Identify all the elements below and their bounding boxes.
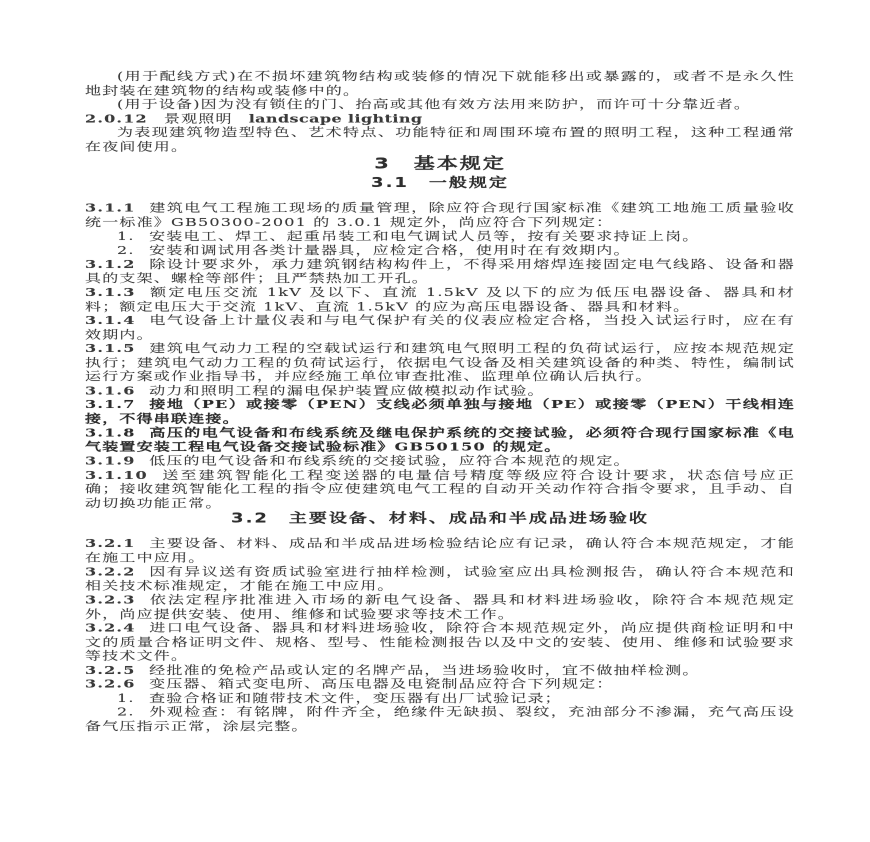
clause-text: 送至建筑智能化工程变送器的电量信号精度等级应符合设计要求，状态信号应正确；接收建筑智能化工程的指令应使建筑电气工程的自动开关动作符合指令要求，且手动、自动切换功能正常。 [85, 467, 795, 510]
item-number: 2. [117, 243, 135, 257]
clause-text: 主要设备、材料、成品和半成品进场检验结论应有记录，确认符合本规范规定，才能在施工中应用。 [85, 536, 795, 565]
clause-text: 建筑电气工程施工现场的质量管理，除应符合现行国家标准《建筑工地施工质量验收统一标准》GB50300-2001 的 3.0.1 规定外，尚应符合下列规定： [85, 200, 795, 229]
clause-number: 3.2.6 [85, 676, 136, 691]
clause-number: 3.1.5 [85, 341, 136, 355]
clause-number: 3.1.4 [85, 313, 136, 327]
item-number: 1. [117, 690, 135, 705]
clause-number: 3.1.1 [85, 200, 136, 215]
clause-3-1-6 [85, 383, 795, 397]
clause-3-1-1-item-2 [85, 243, 795, 257]
clause-3-2-6-item-2 [85, 705, 795, 733]
clause-text: 依法定程序批准进入市场的新电气设备、器具和材料进场验收，除符合本规范规定外，尚应提供安装、使用、维修和试验要求等技术工作。 [85, 592, 795, 621]
heading-section-3-1: 3.1 一般规定 [371, 175, 509, 191]
clause-3-1-8-mandatory [85, 426, 795, 454]
term-2-0-12-landscape-lighting [85, 111, 795, 125]
clause-number: 3.1.7 [85, 397, 136, 412]
term-english: landscape lighting [248, 111, 423, 125]
clause-text: 高压的电气设备和布线系统及继电保护系统的交接试验，必须符合现行国家标准《电气装置安装工程电气设备交接试验标准》GB50150 的规定。 [85, 425, 795, 454]
clause-3-1-10 [85, 468, 795, 510]
clause-text: 电气设备上计量仪表和与电气保护有关的仪表应检定合格，当投入试运行时，应在有效期内。 [85, 313, 795, 341]
clause-3-2-6-item-1 [85, 691, 795, 705]
clause-number: 3.1.10 [85, 467, 148, 482]
item-number: 2. [117, 704, 135, 719]
item-text: 安装电工、焊工、起重吊装工和电气调试人员等，按有关要求持证上岗。 [149, 228, 700, 243]
item-number: 1. [117, 228, 135, 243]
clause-3-1-3 [85, 285, 795, 313]
clause-3-2-6 [85, 677, 795, 691]
clause-3-1-7-mandatory [85, 397, 795, 425]
clause-number: 3.2.5 [85, 662, 136, 677]
clause-3-2-2 [85, 564, 795, 592]
clause-3-1-9 [85, 454, 795, 468]
clause-number: 3.2.3 [85, 592, 136, 607]
item-text: 安装和调试用各类计量器具，应检定合格，使用时在有效期内。 [149, 243, 631, 257]
clause-3-1-1-item-1 [85, 229, 795, 243]
clause-3-2-5 [85, 663, 795, 677]
clause-text: 低压的电气设备和布线系统的交接试验，应符合本规范的规定。 [149, 453, 631, 468]
clause-3-1-4 [85, 313, 795, 341]
clause-3-1-1 [85, 201, 795, 229]
para-equipment-protection: (用于设备)因为没有锁住的门、抬高或其他有效方法用来防护，而许可十分靠近者。 [117, 97, 752, 111]
clause-text: 经批准的免检产品或认定的名牌产品，当进场验收时，宜不做抽样检测。 [149, 662, 700, 677]
para-landscape-lighting-definition: 为表现建筑物造型特色、艺术特点、功能特征和周围环境布置的照明工程，这种工程通常在夜间使用。 [85, 125, 795, 153]
para-wiring-method: (用于配线方式)在不损坏建筑物结构或装修的情况下就能移出或暴露的，或者不是永久性地封装在建筑物的结构或装修中的。 [85, 69, 795, 97]
heading-chapter-3: 3 基本规定 [374, 154, 506, 173]
item-text: 查验合格证和随带技术文件，变压器有出厂试验记录； [149, 690, 562, 705]
clause-text: 动力和照明工程的漏电保护装置应做模拟动作试验。 [149, 383, 545, 398]
clause-text: 除设计要求外，承力建筑钢结构构件上，不得采用熔焊连接固定电气线路、设备和器具的支架、螺栓等部件；且严禁热加工开孔。 [85, 257, 795, 285]
clause-text: 建筑电气动力工程的空载试运行和建筑电气照明工程的负荷试运行，应按本规范规定执行；建筑电气动力工程的负荷试运行，依据电气设备及相关建筑设备的种类、特性，编制试运行方案或作业指导书，并应经施工单位审查批准、监理单位确认后执行。 [85, 341, 795, 384]
clause-text: 变压器、箱式变电所、高压电器及电瓷制品应符合下列规定： [149, 676, 614, 691]
clause-3-2-4 [85, 621, 795, 663]
document-text-column [85, 0, 795, 733]
clause-text: 因有异议送有资质试验室进行抽样检测，试验室应出具检测报告，确认符合本规范和相关技术标准规定，才能在施工中应用。 [85, 564, 795, 593]
clause-number: 3.1.9 [85, 453, 136, 468]
clause-3-2-3 [85, 593, 795, 621]
clause-text: 额定电压交流 1kV 及以下、直流 1.5kV 及以下的应为低压电器设备、器具和材料；额定电压大于交流 1kV、直流 1.5kV 的应为高压电器设备、器具和材料。 [85, 285, 795, 313]
clause-number: 3.2.2 [85, 564, 136, 579]
clause-3-1-2 [85, 257, 795, 285]
term-chinese: 景观照明 [163, 111, 233, 125]
clause-number: 3.1.3 [85, 285, 136, 299]
clause-number: 3.2.1 [85, 536, 136, 551]
clause-number: 3.1.6 [85, 383, 136, 398]
clause-number: 3.1.2 [85, 257, 136, 271]
term-number: 2.0.12 [85, 111, 148, 125]
item-text: 外观检查：有铭牌，附件齐全，绝缘件无缺损、裂纹，充油部分不渗漏，充气高压设备气压指示正常，涂层完整。 [85, 704, 795, 733]
clause-3-1-5 [85, 341, 795, 383]
heading-section-3-2: 3.2 主要设备、材料、成品和半成品进场验收 [231, 511, 649, 527]
clause-3-2-1 [85, 536, 795, 564]
clause-number: 3.2.4 [85, 620, 136, 635]
clause-number: 3.1.8 [85, 425, 136, 440]
clause-text: 进口电气设备、器具和材料进场验收，除符合本规范规定外，尚应提供商检证明和中文的质量合格证明文件、规格、型号、性能检测报告以及中文的安装、使用、维修和试验要求等技术文件。 [85, 620, 795, 663]
clause-text: 接地（PE）或接零（PEN）支线必须单独与接地（PE）或接零（PEN）干线相连接，不得串联连接。 [85, 397, 795, 426]
